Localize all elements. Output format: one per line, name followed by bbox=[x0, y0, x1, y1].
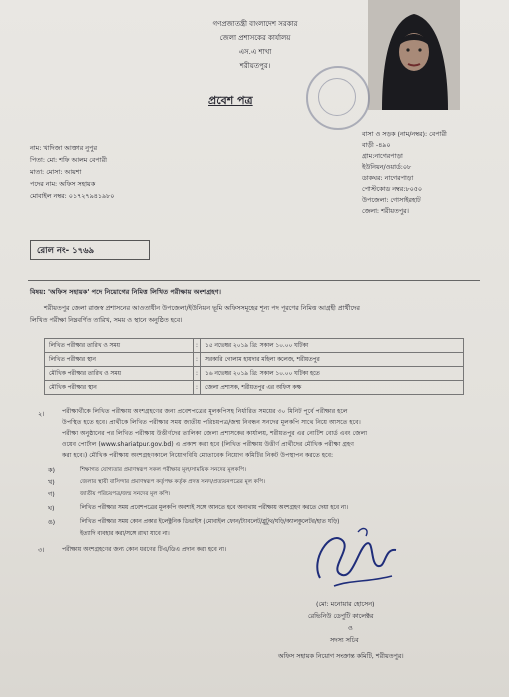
instruction-number: ঙ) bbox=[48, 518, 56, 526]
address-line: জেলা: শরীয়তপুর। bbox=[362, 207, 409, 215]
signatory-designation: রেভিনিউ ডেপুটি কালেক্টর bbox=[308, 612, 374, 620]
subject-line: বিষয়: 'অফিস সহায়ক' পদে নিয়োগের নিমিত্ত লিখিত পরীক্ষায় অংশগ্রহণ। bbox=[30, 288, 221, 296]
instruction-line: জাতীয় পরিচয়পত্র/জন্ম সনদের মূল কপি। bbox=[80, 491, 171, 497]
instruction-line: পরীক্ষা অনুষ্ঠানের পর লিখিত পরীক্ষায় উত্তীর্ণদের তালিকা জেলা প্রশাসকের কার্যালয়, শরীয়তপুর এর নোটিশ বোর্ড এবং জেলা bbox=[62, 430, 368, 437]
table-cell-value: জেলা প্রশাসক, শরীয়তপুর এর অফিস কক্ষ bbox=[201, 381, 464, 395]
table-cell-key: লিখিত পরীক্ষার তারিখ ও সময় bbox=[45, 339, 194, 353]
table-cell-key: মৌখিক পরীক্ষার তারিখ ও সময় bbox=[45, 367, 194, 381]
candidate-name: নাম: খাদিজা আক্তার নুপুর bbox=[30, 144, 97, 152]
table-cell-key: লিখিত পরীক্ষার স্থান bbox=[45, 353, 194, 367]
candidate-mobile: মোবাইল নম্বর: ০১৭২৭৯৪১৯৮০ bbox=[30, 192, 115, 200]
instruction-line: জেলার স্থায়ী বাসিন্দার প্রমাণস্বরূপ কর্তৃপক্ষ কর্তৃক প্রদত্ত সনদ/প্রত্যয়নপত্রের মূল কপি। bbox=[80, 479, 266, 485]
address-line: ইউনিয়ন/ওয়ার্ড:০৮ bbox=[362, 163, 412, 171]
header-line-4: শরীয়তপুর। bbox=[239, 62, 271, 70]
exam-schedule-table bbox=[44, 338, 464, 395]
table-cell-value: ১৬ নভেম্বর ২০১৯ খ্রি: সকাল ১০.০০ ঘটিকা হতে bbox=[201, 367, 464, 381]
roll-number-box bbox=[30, 240, 150, 260]
instruction-number: গ) bbox=[48, 490, 55, 498]
table-cell-value: সরকারি গোলাম হায়দার মহিলা কলেজ, শরীয়তপুর bbox=[201, 353, 464, 367]
instruction-number: ঘ) bbox=[48, 504, 55, 512]
signatory-role: সদস্য সচিব bbox=[330, 636, 359, 644]
table-cell-key: মৌখিক পরীক্ষার স্থান bbox=[45, 381, 194, 395]
address-line: বাসা ও সড়ক (নাম/নম্বর): বেপারী bbox=[362, 130, 447, 138]
roll-number: রোল নং- ১৭৬৯ bbox=[37, 246, 95, 256]
candidate-father: পিতা: মো: শফি আলম বেপারী bbox=[30, 156, 107, 164]
document-title: প্রবেশ পত্র bbox=[208, 94, 253, 107]
address-line: বাড়ী -৪৯০ bbox=[362, 141, 391, 149]
intro-line-2: লিখিত পরীক্ষা নিম্নবর্ণিত তারিখ, সময় ও স্থানে অনুষ্ঠিত হবে। bbox=[30, 316, 183, 324]
header-line-2: জেলা প্রশাসকের কার্যালয় bbox=[219, 34, 291, 42]
table-row: লিখিত পরীক্ষার স্থান : সরকারি গোলাম হায়দার মহিলা কলেজ, শরীয়তপুর bbox=[45, 353, 464, 367]
signature-and: ও bbox=[348, 624, 353, 632]
intro-line-1: শরীয়তপুর জেলা রাজস্ব প্রশাসনের আওতাধীন উপজেলা/ইউনিয়ন ভূমি অফিসসমূহের শূন্য পদ পূরণের নিমিত্ত আগ্রহী প্রার্থীদের bbox=[44, 304, 360, 312]
instruction-number: ক) bbox=[48, 466, 55, 474]
official-seal bbox=[306, 66, 370, 130]
address-line: গ্রাম:নাগেরপাড়া bbox=[362, 152, 403, 160]
instruction-line: ইত্যাদি ব্যবহার করা/সঙ্গে রাখা যাবে না। bbox=[80, 531, 170, 537]
committee-name: অফিস সহায়ক নিয়োগ সংক্রান্ত কমিটি, শরীয়তপুর। bbox=[278, 652, 404, 660]
instruction-line: পরীক্ষার্থীকে লিখিত পরীক্ষায় অংশগ্রহণের জন্য প্রবেশপত্রের মূলকপিসহ নির্ধারিত সময়ের ৩০ মিনিট পূর্বে পরীক্ষার হলে bbox=[62, 408, 348, 415]
instruction-line: ওয়েব পোর্টাল (www.shariatpur.gov.bd) এ প্রকাশ করা হবে (লিখিত পরীক্ষায় উত্তীর্ণ প্রার্থীদের মৌখিক পরীক্ষা গ্রহণ bbox=[62, 441, 354, 448]
candidate-mother: মাতা: মোসা: আয়শা bbox=[30, 168, 82, 176]
candidate-photo bbox=[368, 0, 460, 110]
signatory-name: (মো: মনোয়ার হোসেন) bbox=[316, 600, 375, 608]
instruction-line: উপস্থিত হতে হবে। প্রার্থীকে লিখিত পরীক্ষার সময় জাতীয় পরিচয়পত্র/জন্ম নিবন্ধন সনদের মূলকপি সাথে নিয়ে আসতে হবে। bbox=[62, 419, 361, 426]
instruction-line: শিক্ষাগত যোগ্যতার প্রমাণস্বরূপ সকল পরীক্ষার মূল/সাময়িক সনদের মূলকপি। bbox=[80, 467, 246, 473]
header-line-1: গণপ্রজাতন্ত্রী বাংলাদেশ সরকার bbox=[212, 20, 298, 28]
instruction-line: পরীক্ষায় অংশগ্রহণের জন্য কোন ধরণের টিএ/ডিএ প্রদান করা হবে না। bbox=[62, 546, 227, 553]
handwritten-signature bbox=[300, 520, 410, 598]
instruction-number: ৩। bbox=[38, 546, 45, 554]
instruction-line: লিখিত পরীক্ষার সময় কোন প্রকার ইলেক্ট্রনিক ডিভাইস (মোবাইল ফোন/ট্যাবলেট/ব্লুটুথ/ঘড়ি/ক্যালকুলেটর/হাত ঘড়ি) bbox=[80, 519, 340, 525]
table-row: মৌখিক পরীক্ষার স্থান : জেলা প্রশাসক, শরীয়তপুর এর অফিস কক্ষ bbox=[45, 381, 464, 395]
instruction-line: লিখিত পরীক্ষার সময় প্রবেশপত্রের মূলকপি অবশ্যই সঙ্গে আনতে হবে অন্যথায় পরীক্ষায় অংশগ্রহণ করতে দেয়া হবে না। bbox=[80, 505, 348, 511]
table-row: লিখিত পরীক্ষার তারিখ ও সময় : ১৫ নভেম্বর ২০১৯ খ্রি: সকাল ১০.০০ ঘটিকা bbox=[45, 339, 464, 353]
table-cell-value: ১৫ নভেম্বর ২০১৯ খ্রি: সকাল ১০.০০ ঘটিকা bbox=[201, 339, 464, 353]
address-line: ডাকঘর: নাগেরপাড়া bbox=[362, 174, 414, 182]
table-row: মৌখিক পরীক্ষার তারিখ ও সময় : ১৬ নভেম্বর ২০১৯ খ্রি: সকাল ১০.০০ ঘটিকা হতে bbox=[45, 367, 464, 381]
instruction-number: খ) bbox=[48, 478, 55, 486]
candidate-post: পদের নাম: অফিস সহায়ক bbox=[30, 180, 96, 188]
instruction-number: ২। bbox=[38, 410, 45, 418]
header-line-3: এস.এ শাখা bbox=[238, 48, 272, 56]
instruction-line: করা হবে।) মৌখিক পরীক্ষায় অংশগ্রহণকালে নিয়োগবিধি মোতাবেক নিয়োগ কমিটির নিকট উপস্থাপন করতে হবে: bbox=[62, 452, 334, 459]
address-line: উপজেলা: গোসাইরহাট bbox=[362, 196, 421, 204]
address-line: পোস্টকোড নম্বর:৮০৫০ bbox=[362, 185, 423, 193]
divider bbox=[28, 280, 480, 281]
